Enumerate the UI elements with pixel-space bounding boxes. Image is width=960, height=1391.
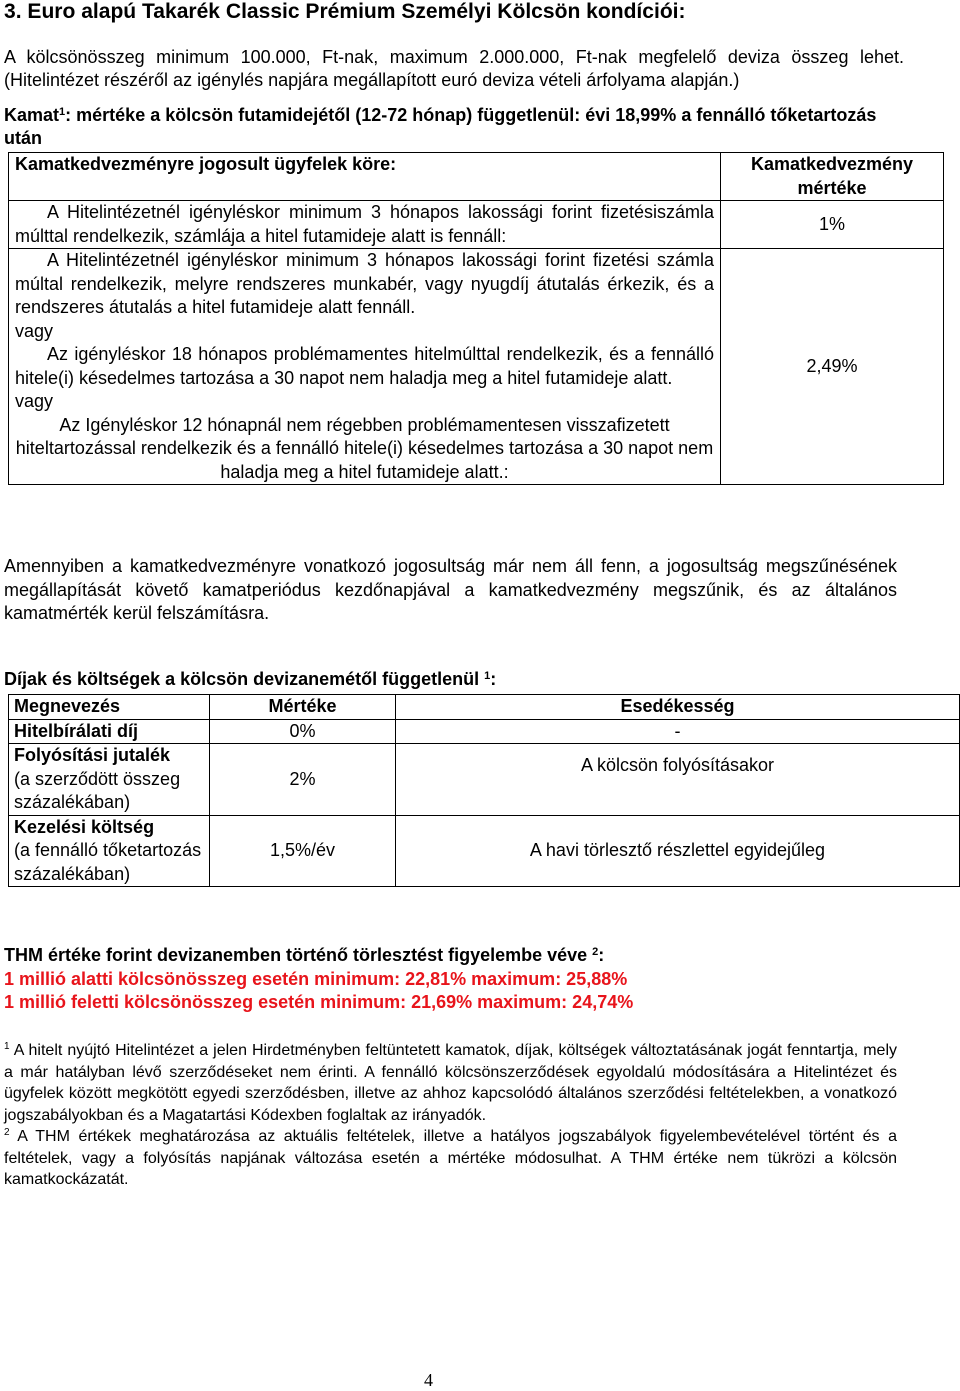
fees-row-assessment	[9, 719, 960, 744]
page-number: 4	[424, 1370, 433, 1390]
or-label: vagy	[15, 391, 54, 411]
fee-subtitle: (a szerződött összeg százalékában)	[14, 768, 181, 812]
thm-title-text: THM értéke forint devizanemben történő törlesztést figyelembe véve	[4, 945, 588, 965]
condition-salary: A Hitelintézetnél igényléskor minimum 3 hónapos lakossági forint fizetési számla múltal rendelkezik, melyre rendszeres munkabér, vagy nyugdíj átutalás érkezik, és a rendszeres átutalás a hitel futamideje alatt fennáll.	[15, 250, 714, 317]
discount-row-1-value: 1%	[721, 201, 944, 249]
discount-row-2	[9, 249, 944, 485]
fees-row-disbursement	[9, 744, 960, 816]
condition-repaid-loan: Az Igényléskor 12 hónapnál nem régebben problémamentesen visszafizetett hiteltartozással rendelkezik és a fennálló hitele(i) késedelmes tartozása a 30 napot nem haladja meg a hitel futamideje alatt.:	[15, 414, 714, 482]
discount-table-header	[9, 153, 944, 201]
fees-table	[8, 694, 960, 887]
header-eligible-clients: Kamatkedvezményre jogosult ügyfelek köre:	[9, 153, 721, 201]
fees-header-rate-text: Mértéke	[268, 696, 337, 716]
footnote-mark: 2	[592, 946, 599, 958]
fee-name-cell	[9, 744, 210, 816]
footnotes	[4, 1040, 897, 1191]
header-discount-rate: Kamatkedvezmény mértéke	[721, 153, 944, 201]
fees-header-name	[9, 695, 210, 720]
fee-rate: 1,5%/év	[210, 815, 396, 887]
fee-name: Kezelési költség	[14, 816, 155, 837]
footnote-mark: 2	[4, 1127, 10, 1138]
fees-title-text: Díjak és költségek a kölcsön devizanemétől függetlenül	[4, 669, 480, 689]
discount-termination-paragraph: Amennyiben a kamatkedvezményre vonatkozó jogosultság már nem áll fenn, a jogosultság megszűnésének megállapítását követő kamatperiódus kezdőnapjával a kamatkedvezmény megszűnik, és az általános kamatmérték kerül felszámításra.	[4, 556, 897, 623]
fee-name-cell	[9, 815, 210, 887]
thm-section	[4, 944, 633, 1015]
fees-title-end: :	[490, 669, 497, 689]
footnote-1	[4, 1040, 897, 1126]
loan-amount-paragraph: A kölcsönösszeg minimum 100.000, Ft-nak, maximum 2.000.000, Ft-nak megfelelő deviza összeg lehet. (Hitelintézet részéről az igénylés napjára megállapított euró deviza vételi árfolyama alapján.)	[4, 47, 904, 90]
fee-name: Hitelbírálati díj	[14, 720, 139, 741]
fees-row-handling	[9, 815, 960, 887]
fee-due: -	[396, 719, 960, 744]
fee-name: Folyósítási jutalék	[14, 745, 171, 765]
interest-label: Kamat	[4, 105, 60, 125]
fees-header-due	[396, 695, 960, 720]
fee-due: A havi törlesztő részlettel egyidejűleg	[396, 815, 960, 887]
thm-title-end: :	[598, 945, 605, 965]
footnote-1-text: A hitelt nyújtó Hitelintézet a jelen Hirdetményben feltüntetett kamatok, díjak, költségek változtatásának jogát fenntartja, mely a már hatályban lévő szerződéseket nem érinti. A fennálló kölcsönszerződések egyoldalú módosítására a Hitelintézet és ügyfelek között megkötött egyedi szerződésben, illetve az ahhoz kapcsolódó általános szerződési feltételekben, a vonatkozó jogszabályokban és a Magatartási Kódexben foglaltak az irányadók.	[4, 1042, 897, 1124]
fees-header-name-text: Megnevezés	[14, 696, 121, 716]
footnote-mark: 1	[59, 106, 66, 118]
fee-rate: 0%	[210, 719, 396, 744]
fees-title	[4, 668, 496, 691]
or-label: vagy	[15, 320, 54, 341]
section-heading: 3. Euro alapú Takarék Classic Prémium Személyi Kölcsön kondíciói:	[4, 0, 686, 23]
discount-row-1-text: A Hitelintézetnél igényléskor minimum 3 hónapos lakossági forint fizetésiszámla múlttal rendelkezik, számlája a hitel futamideje alatt is fennáll:	[9, 201, 721, 249]
fees-header-due-text: Esedékesség	[620, 696, 735, 716]
discount-row-2-text	[9, 249, 721, 485]
thm-under-1m: 1 millió alatti kölcsönösszeg esetén minimum: 22,81% maximum: 25,88%	[4, 968, 628, 989]
fee-due: A kölcsön folyósításakor	[396, 744, 960, 816]
footnote-mark: 1	[484, 670, 491, 682]
thm-title	[4, 944, 633, 968]
fees-header-row	[9, 695, 960, 720]
thm-over-1m: 1 millió feletti kölcsönösszeg esetén minimum: 21,69% maximum: 24,74%	[4, 992, 634, 1012]
discount-table	[8, 152, 944, 485]
fee-name-cell	[9, 719, 210, 744]
discount-row-2-value: 2,49%	[721, 249, 944, 485]
discount-row-1	[9, 201, 944, 249]
interest-rate-paragraph	[4, 104, 904, 150]
fee-subtitle: (a fennálló tőketartozás százalékában)	[14, 840, 202, 884]
fees-header-rate	[210, 695, 396, 720]
interest-text: : mértéke a kölcsön futamidejétől (12-72 hónap) függetlenül: évi 18,99% a fennálló tőketartozás után	[4, 105, 877, 148]
footnote-2	[4, 1126, 897, 1191]
footnote-2-text: A THM értékek meghatározása az aktuális feltételek, illetve a hatályos jogszabályok figyelembevételével történt és a feltételek, vagy a folyósítás napjának változása esetén a mértéke módosulhat. A THM értéke nem tükrözi a kölcsön kamatkockázatát.	[4, 1128, 897, 1188]
fee-rate: 2%	[210, 744, 396, 816]
condition-credit-history: Az igényléskor 18 hónapos problémamentes hitelmúlttal rendelkezik, és a fennálló hitele(i) késedelmes tartozása a 30 napot nem haladja meg a hitel futamideje alatt.	[15, 344, 714, 388]
footnote-mark: 1	[4, 1041, 10, 1052]
